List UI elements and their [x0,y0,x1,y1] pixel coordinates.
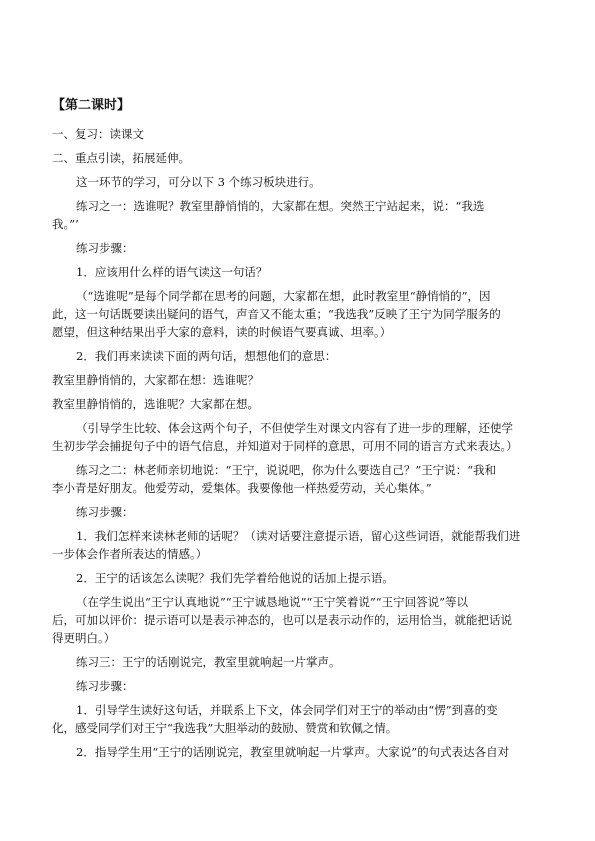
text-line: 练习之一：选谁呢？教室里静悄悄的，大家都在想。突然王宁站起来，说：“我选 [76,199,485,213]
text-line: 我。”’ [52,217,79,231]
text-line: 二、重点引读，拓展延伸。 [52,151,190,165]
text-line: 一、复习：读课文 [52,127,144,141]
text-line: （在学生说出“王宁认真地说”“王宁诚恳地说”“王宁笑着说”“王宁回答说”等以 [76,595,469,609]
text-line: 愿望，但这种结果出乎大家的意料，读的时候语气要真诚、坦率。） [52,325,392,339]
text-line: 2．王宁的话该怎么读呢？我们先学着给他说的话加上提示语。 [76,571,394,585]
text-line: 教室里静悄悄的，选谁呢？大家都在想。 [52,397,259,411]
text-line: 后，可加以评价：提示语可以是表示神态的，也可以是表示动作的，运用恰当，就能把话说 [52,613,512,627]
text-line: 练习之二：林老师亲切地说：“王宁，说说吧，你为什么要选自己？”王宁说：“我和 [76,463,497,477]
text-line: 生初步学会捕捉句子中的语气信息，并知道对于同样的意思，可用不同的语言方式来表达。） [52,439,518,453]
text-line: 1．应该用什么样的语气读这一句话？ [76,265,268,279]
text-line: 2．我们再来读读下面的两句话，想想他们的意思： [76,349,337,363]
text-line: 练习步骤： [76,505,134,519]
lesson-title: 【第二课时】 [52,98,131,113]
text-line: 练习步骤： [76,241,134,255]
text-line: 教室里静悄悄的，大家都在想：选谁呢？ [52,373,259,387]
text-line: 得更明白。） [52,631,116,645]
text-line: 李小青是好朋友。他爱劳动，爱集体。我要像他一样热爱劳动，关心集体。” [52,481,432,495]
text-line: 练习步骤： [76,679,134,693]
text-line: 1．引导学生读好这句话，并联系上下文，体会同学们对王宁的举动由“愣”到喜的变 [76,703,498,717]
text-line: 这一环节的学习，可分以下 3 个练习板块进行。 [76,175,321,189]
text-line: 1．我们怎样来读林老师的话呢？（读对话要注意提示语，留心这些词语，就能帮我们进 [76,529,521,543]
text-line: 2．指导学生用“王宁的话刚说完，教室里就响起一片掌声。大家说”的句式表达各自对 [76,745,510,759]
text-line: （“选谁呢”是每个同学都在思考的问题，大家都在想，此时教室里“静悄悄的”，因 [76,289,491,303]
text-line: 练习三：王宁的话刚说完，教室里就响起一片掌声。 [76,655,341,669]
text-line: 化，感受同学们对王宁“我选我”大胆举动的鼓励、赞赏和钦佩之情。 [52,721,398,735]
text-line: 此，这一句话既要读出疑问的语气，声音又不能太重；“我选我”反映了王宁为同学服务的 [52,307,501,321]
text-line: （引导学生比较、体会这两个句子，不但使学生对课文内容有了进一步的理解，还使学 [76,421,513,435]
text-line: 一步体会作者所表达的情感。） [52,547,208,561]
